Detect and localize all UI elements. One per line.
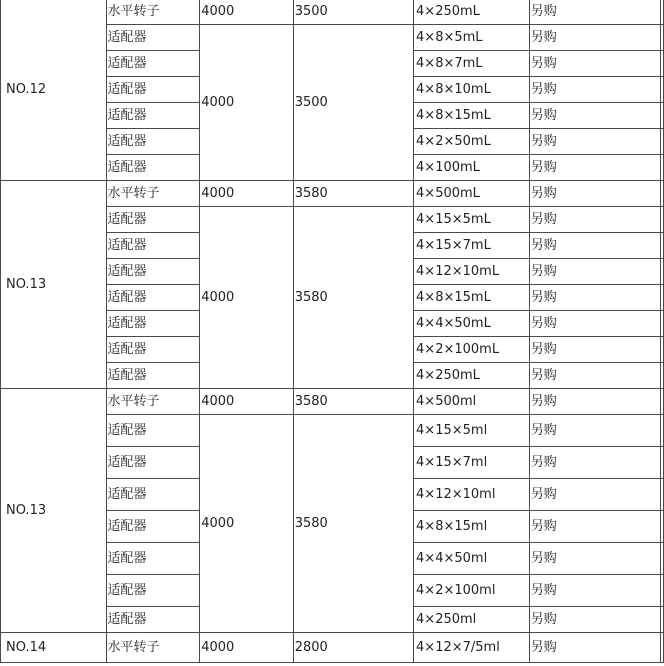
adapter-speed-cell: 4000: [200, 25, 294, 181]
adapter-name-cell: 适配器: [106, 103, 200, 129]
rotor-row: [1, 389, 664, 415]
note-cell: 另购: [529, 447, 660, 479]
note-cell: 另购: [529, 479, 660, 511]
blank-cell: [661, 479, 664, 511]
adapter-speed-cell: 4000: [200, 415, 294, 633]
blank-cell: [661, 285, 664, 311]
adapter-name-cell: 适配器: [106, 337, 200, 363]
note-cell: 另购: [529, 155, 660, 181]
capacity-cell: 4×8×15mL: [414, 285, 530, 311]
force-cell: 3580: [293, 181, 413, 207]
adapter-force-cell: 3580: [293, 207, 413, 389]
blank-cell: [661, 77, 664, 103]
adapter-name-cell: 适配器: [106, 25, 200, 51]
model-cell: NO.14: [1, 633, 107, 663]
capacity-cell: 4×8×5mL: [414, 25, 530, 51]
capacity-cell: 4×15×7ml: [414, 447, 530, 479]
note-cell: 另购: [529, 0, 660, 25]
blank-cell: [661, 543, 664, 575]
rotor-row: [1, 181, 664, 207]
adapter-name-cell: 适配器: [106, 285, 200, 311]
adapter-name-cell: 适配器: [106, 479, 200, 511]
note-cell: 另购: [529, 415, 660, 447]
blank-cell: [661, 311, 664, 337]
capacity-cell: 4×250mL: [414, 363, 530, 389]
capacity-cell: 4×2×100mL: [414, 337, 530, 363]
note-cell: 另购: [529, 259, 660, 285]
note-cell: 另购: [529, 607, 660, 633]
capacity-cell: 4×8×10mL: [414, 77, 530, 103]
adapter-name-cell: 适配器: [106, 575, 200, 607]
note-cell: 另购: [529, 233, 660, 259]
capacity-cell: 4×15×7mL: [414, 233, 530, 259]
adapter-name-cell: 适配器: [106, 233, 200, 259]
note-cell: 另购: [529, 543, 660, 575]
adapter-name-cell: 适配器: [106, 447, 200, 479]
rotor-type-cell: 水平转子: [106, 181, 200, 207]
capacity-cell: 4×4×50mL: [414, 311, 530, 337]
blank-cell: [661, 103, 664, 129]
note-cell: 另购: [529, 129, 660, 155]
adapter-name-cell: 适配器: [106, 207, 200, 233]
blank-cell: [661, 207, 664, 233]
capacity-cell: 4×500mL: [414, 181, 530, 207]
adapter-name-cell: 适配器: [106, 259, 200, 285]
force-cell: 3500: [293, 0, 413, 25]
blank-cell: [661, 447, 664, 479]
adapter-name-cell: 适配器: [106, 51, 200, 77]
note-cell: 另购: [529, 363, 660, 389]
adapter-force-cell: 3500: [293, 25, 413, 181]
capacity-cell: 4×250mL: [414, 0, 530, 25]
capacity-cell: 4×8×7mL: [414, 51, 530, 77]
capacity-cell: 4×250ml: [414, 607, 530, 633]
note-cell: 另购: [529, 77, 660, 103]
capacity-cell: 4×8×15mL: [414, 103, 530, 129]
note-cell: 另购: [529, 103, 660, 129]
rotor-type-cell: 水平转子: [106, 633, 200, 663]
speed-cell: 4000: [200, 633, 294, 663]
adapter-name-cell: 适配器: [106, 129, 200, 155]
adapter-speed-cell: 4000: [200, 207, 294, 389]
adapter-name-cell: 适配器: [106, 77, 200, 103]
capacity-cell: 4×12×10ml: [414, 479, 530, 511]
blank-cell: [661, 0, 664, 25]
rotor-type-cell: 水平转子: [106, 389, 200, 415]
capacity-cell: 4×500ml: [414, 389, 530, 415]
note-cell: 另购: [529, 207, 660, 233]
adapter-name-cell: 适配器: [106, 543, 200, 575]
blank-cell: [661, 337, 664, 363]
force-cell: 3580: [293, 389, 413, 415]
blank-cell: [661, 415, 664, 447]
blank-cell: [661, 389, 664, 415]
note-cell: 另购: [529, 181, 660, 207]
note-cell: 另购: [529, 25, 660, 51]
capacity-cell: 4×12×10mL: [414, 259, 530, 285]
adapter-name-cell: 适配器: [106, 155, 200, 181]
adapter-name-cell: 适配器: [106, 363, 200, 389]
model-cell: NO.13: [1, 181, 107, 389]
blank-cell: [661, 259, 664, 285]
capacity-cell: 4×15×5ml: [414, 415, 530, 447]
note-cell: 另购: [529, 389, 660, 415]
capacity-cell: 4×2×50mL: [414, 129, 530, 155]
note-cell: 另购: [529, 285, 660, 311]
blank-cell: [661, 181, 664, 207]
blank-cell: [661, 51, 664, 77]
blank-cell: [661, 129, 664, 155]
blank-cell: [661, 633, 664, 663]
force-cell: 2800: [293, 633, 413, 663]
adapter-name-cell: 适配器: [106, 511, 200, 543]
blank-cell: [661, 363, 664, 389]
note-cell: 另购: [529, 51, 660, 77]
speed-cell: 4000: [200, 0, 294, 25]
rotor-row: [1, 0, 664, 25]
blank-cell: [661, 575, 664, 607]
capacity-cell: 4×15×5mL: [414, 207, 530, 233]
blank-cell: [661, 233, 664, 259]
note-cell: 另购: [529, 311, 660, 337]
note-cell: 另购: [529, 575, 660, 607]
blank-cell: [661, 25, 664, 51]
model-cell: NO.13: [1, 389, 107, 633]
note-cell: 另购: [529, 633, 660, 663]
capacity-cell: 4×2×100ml: [414, 575, 530, 607]
note-cell: 另购: [529, 511, 660, 543]
adapter-name-cell: 适配器: [106, 311, 200, 337]
capacity-cell: 4×100mL: [414, 155, 530, 181]
capacity-cell: 4×12×7/5ml: [414, 633, 530, 663]
speed-cell: 4000: [200, 389, 294, 415]
capacity-cell: 4×8×15ml: [414, 511, 530, 543]
adapter-name-cell: 适配器: [106, 415, 200, 447]
rotor-type-cell: 水平转子: [106, 0, 200, 25]
adapter-name-cell: 适配器: [106, 607, 200, 633]
blank-cell: [661, 511, 664, 543]
note-cell: 另购: [529, 337, 660, 363]
blank-cell: [661, 607, 664, 633]
model-cell: NO.12: [1, 0, 107, 181]
capacity-cell: 4×4×50ml: [414, 543, 530, 575]
blank-cell: [661, 155, 664, 181]
adapter-force-cell: 3580: [293, 415, 413, 633]
speed-cell: 4000: [200, 181, 294, 207]
rotor-row: [1, 633, 664, 663]
